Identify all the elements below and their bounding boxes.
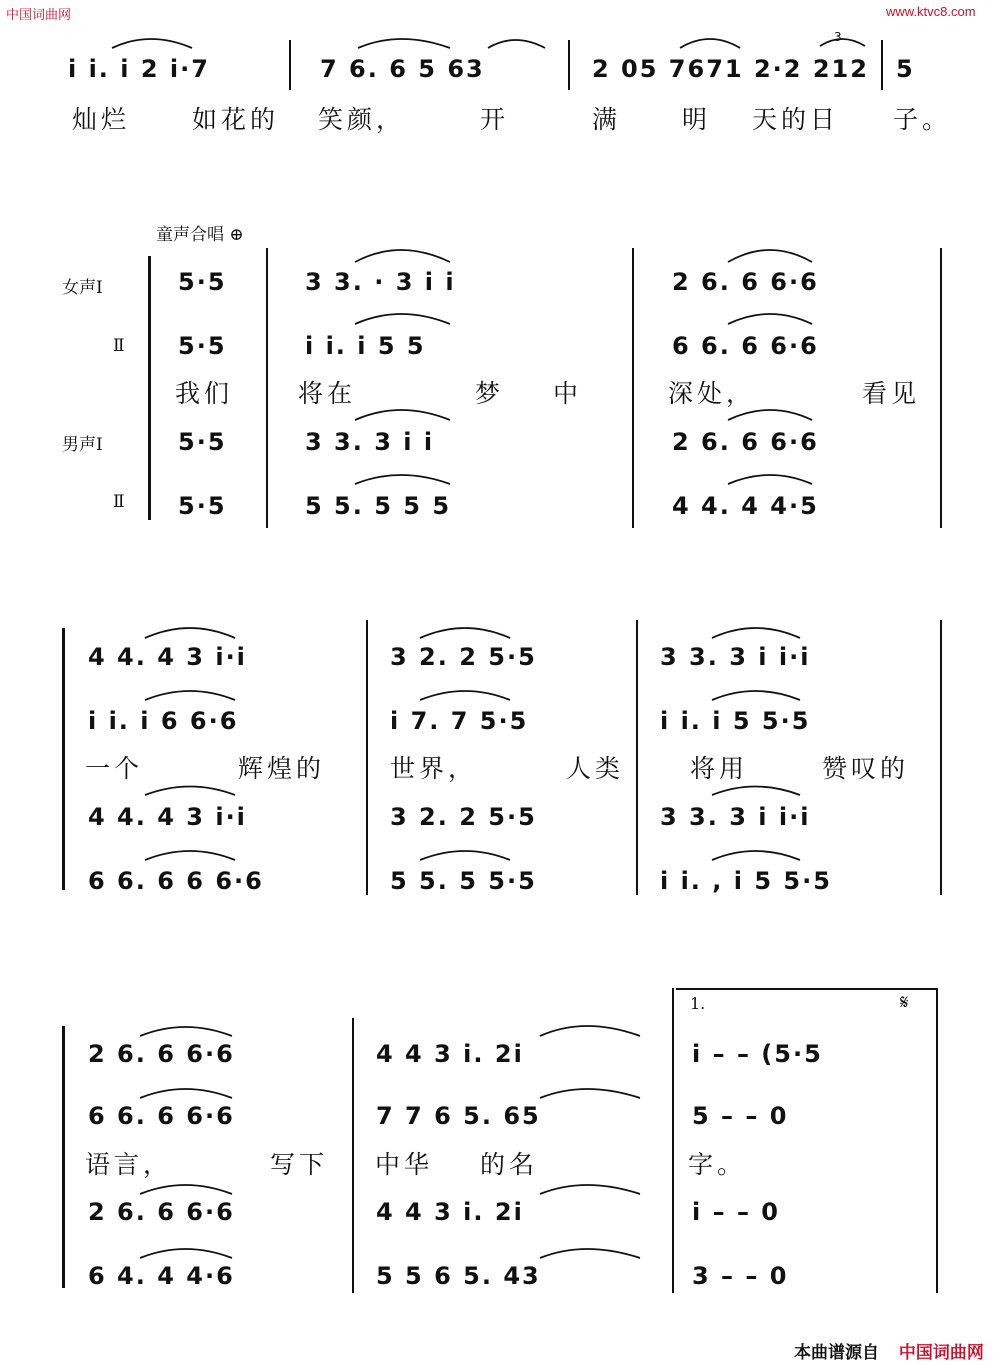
lyric: 字。 [688,1150,747,1179]
lyric: 如花的 [192,105,280,134]
barline [636,620,638,895]
barline [940,620,942,895]
slur [420,628,510,638]
barline [266,248,268,528]
s3-row1-m1: 3 2. 2 5·5 [390,643,537,671]
slur [820,39,865,46]
slur [420,691,510,700]
s3-row3-m2: 3 3. 3 i i·i [660,803,811,831]
system-bracket [62,1026,65,1288]
lyric: 笑颜， [318,105,406,134]
lyric: 的名 [480,1150,539,1179]
s3-row2-m0: i i. i 6 6·6 [88,707,239,735]
part-label: 女声Ⅰ [62,278,103,298]
slur [712,787,800,796]
credit-site-link[interactable]: 中国词曲网 [898,1343,984,1363]
barline [672,988,674,1293]
s2-row2-m1: i i. i 5 5 [305,332,426,360]
s4-row3-m0: 2 6. 6 6·6 [88,1198,235,1226]
lyric: 深处， [668,379,756,408]
lyric: 赞叹的 [822,754,910,783]
slur [728,475,812,484]
lyric: 将在 [298,379,357,408]
lyric: 中华 [375,1150,434,1179]
lyric: 一个 [85,754,144,783]
s3-row4-m1: 5 5. 5 5·5 [390,867,537,895]
slur [420,851,510,860]
slur [728,314,812,324]
s3-row4-m2: i i. , i 5 5·5 [660,867,832,895]
slur [355,250,450,262]
s4-row2-m2: 5 – – 0 [692,1102,789,1130]
slur [112,39,192,48]
lyric: 灿烂 [72,105,131,134]
part-label: Ⅱ [113,492,125,512]
slur [145,691,235,700]
s3-row2-m2: i i. i 5 5·5 [660,707,811,735]
s2-row3-m0: 5·5 [178,428,227,456]
slur [140,1089,232,1098]
barline [289,40,291,90]
s3-row2-m1: i 7. 7 5·5 [390,707,529,735]
slur [145,628,235,638]
slur [145,787,235,796]
lyric: 明 [682,105,712,134]
site-url-right[interactable]: www.ktvc8.com [886,4,976,19]
s4-row2-m1: 7 7 6 5. 65 [376,1102,541,1130]
volta-bracket-top [676,988,936,990]
slur [140,1185,232,1194]
s4-row1-m1: 4 4 3 i. 2i [376,1040,524,1068]
s3-row1-m2: 3 3. 3 i i·i [660,643,811,671]
lyric: 子。 [893,105,952,134]
system1-notes-m3: 2 05 7671 2·2 212 [592,55,869,83]
barline [366,620,368,895]
s2-row2-m0: 5·5 [178,332,227,360]
slur [712,691,800,700]
segno-mark: 𝄋 [900,990,909,1014]
slur [680,39,740,48]
slur [355,410,450,420]
choir-heading: 童声合唱 ⊕ [156,225,244,245]
slur [355,314,450,324]
site-name-left[interactable]: 中国词曲网 [6,7,72,22]
barline [936,988,938,1293]
s2-row3-m1: 3 3. 3 i i [305,428,435,456]
s2-row1-m0: 5·5 [178,268,227,296]
barline [568,40,570,90]
lyric: 我们 [175,379,234,408]
slur [140,1027,232,1036]
s4-row3-m1: 4 4 3 i. 2i [376,1198,524,1226]
slur [540,1185,640,1194]
slur [728,410,812,420]
barline [940,248,942,528]
lyric: 中 [553,379,583,408]
slur [540,1249,640,1258]
s2-row1-m1: 3 3. · 3 i i [305,268,456,296]
system-bracket [148,256,151,520]
lyric: 将用 [690,754,749,783]
s4-row2-m0: 6 6. 6 6·6 [88,1102,235,1130]
volta-mark: 1. [690,994,706,1013]
s2-row1-m2: 2 6. 6 6·6 [672,268,819,296]
lyric: 人类 [566,754,625,783]
s2-row4-m0: 5·5 [178,492,227,520]
slur [540,1026,640,1036]
s4-row4-m2: 3 – – 0 [692,1262,789,1290]
slur [140,1249,232,1258]
s4-row1-m2: i – – (5·5 [692,1040,823,1068]
s4-row3-m2: i – – 0 [692,1198,780,1226]
lyric: 天的日 [752,105,840,134]
lyric: 辉煌的 [238,754,326,783]
system1-notes-m1: i i. i 2 i·7 [68,55,210,83]
s4-row4-m0: 6 4. 4 4·6 [88,1262,235,1290]
lyric: 语言， [85,1150,173,1179]
s3-row3-m0: 4 4. 4 3 i·i [88,803,247,831]
s2-row3-m2: 2 6. 6 6·6 [672,428,819,456]
slur [488,40,545,48]
system1-notes-m4: 5 [896,55,915,83]
slur [355,475,450,484]
s4-row4-m1: 5 5 6 5. 43 [376,1262,541,1290]
slur [712,628,800,638]
lyric: 世界， [390,754,478,783]
slur [145,851,235,860]
lyric: 梦 [475,379,505,408]
triplet-mark: 3 [834,30,842,44]
part-label: 男声Ⅰ [62,435,103,455]
barline [632,248,634,528]
system1-notes-m2: 7 6. 6 5 63 [320,55,485,83]
part-label: Ⅱ [113,336,125,356]
barline [352,1018,354,1293]
lyric: 看见 [862,379,921,408]
source-credit [794,1338,984,1363]
s2-row4-m1: 5 5. 5 5 5 [305,492,452,520]
barline [881,40,883,90]
s2-row4-m2: 4 4. 4 4·5 [672,492,819,520]
slur [712,851,800,860]
s2-row2-m2: 6 6. 6 6·6 [672,332,819,360]
slur [358,39,450,48]
lyric: 写下 [270,1150,329,1179]
slur [540,1089,640,1098]
credit-prefix: 本曲谱源自 [794,1343,879,1363]
lyric: 满 [592,105,622,134]
s4-row1-m0: 2 6. 6 6·6 [88,1040,235,1068]
s3-row4-m0: 6 6. 6 6 6·6 [88,867,264,895]
lyric: 开 [480,105,510,134]
s3-row3-m1: 3 2. 2 5·5 [390,803,537,831]
system-bracket [62,628,65,890]
slur [728,250,812,262]
s3-row1-m0: 4 4. 4 3 i·i [88,643,247,671]
